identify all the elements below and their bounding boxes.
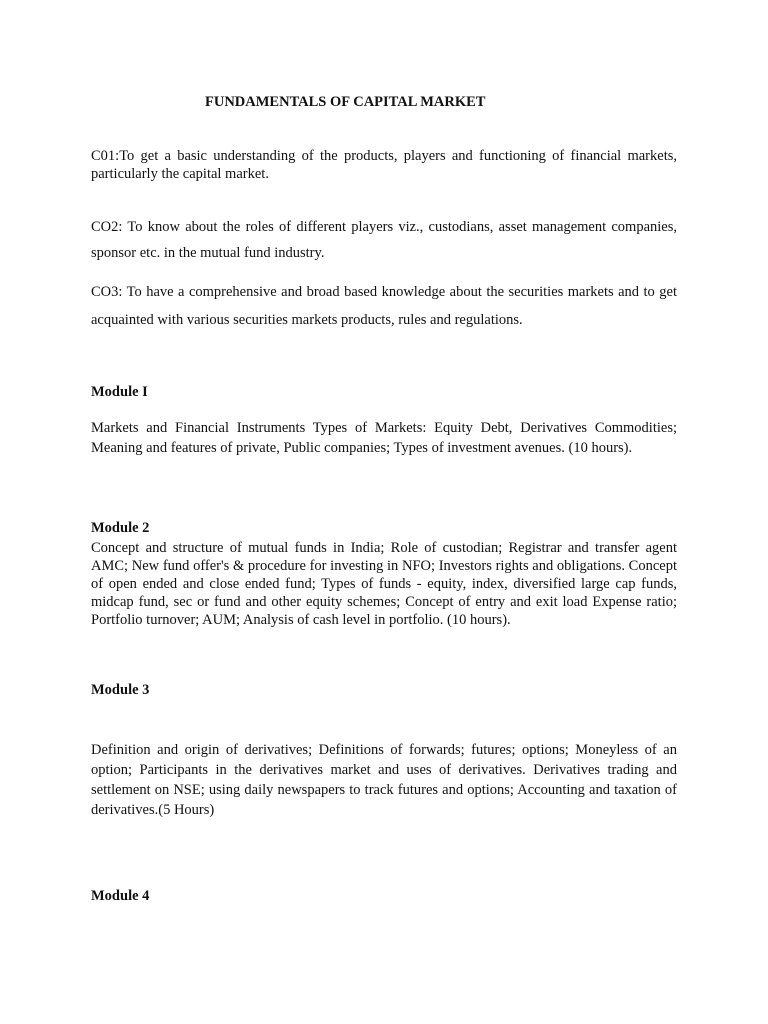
module-3-heading: Module 3	[91, 682, 150, 698]
document-title: FUNDAMENTALS OF CAPITAL MARKET	[205, 94, 486, 110]
module-3-body: Definition and origin of derivatives; Definitions of forwards; futures; options; Moneyless of an option; Participants in the derivatives market and uses of derivatives. Derivatives trading and settlement on NSE; using daily newspapers to track futures and options; Accounting and taxation of derivatives.(5 Hours)	[91, 742, 677, 818]
module-1-body: Markets and Financial Instruments Types of Markets: Equity Debt, Derivatives Commodities; Meaning and features of private, Public companies; Types of investment avenues. (10 hours).	[91, 420, 677, 456]
module-2-heading: Module 2	[91, 520, 150, 536]
module-4-heading: Module 4	[91, 888, 150, 904]
course-outcome-3: CO3: To have a comprehensive and broad based knowledge about the securities markets and to get acquainted with various securities markets products, rules and regulations.	[91, 284, 677, 328]
module-1-heading: Module I	[91, 384, 148, 400]
course-outcome-2: CO2: To know about the roles of different players viz., custodians, asset management companies, sponsor etc. in the mutual fund industry.	[91, 219, 677, 261]
course-outcome-1: C01:To get a basic understanding of the products, players and functioning of financial markets, particularly the capital market.	[91, 148, 677, 182]
module-2-body: Concept and structure of mutual funds in India; Role of custodian; Registrar and transfer agent AMC; New fund offer's & procedure for investing in NFO; Investors rights and obligations. Concept of open ended and close ended fund; Types of funds - equity, index, diversified large cap funds, midcap fund, sec or fund and other equity schemes; Concept of entry and exit load Expense ratio; Portfolio turnover; AUM; Analysis of cash level in portfolio. (10 hours).	[91, 540, 677, 628]
